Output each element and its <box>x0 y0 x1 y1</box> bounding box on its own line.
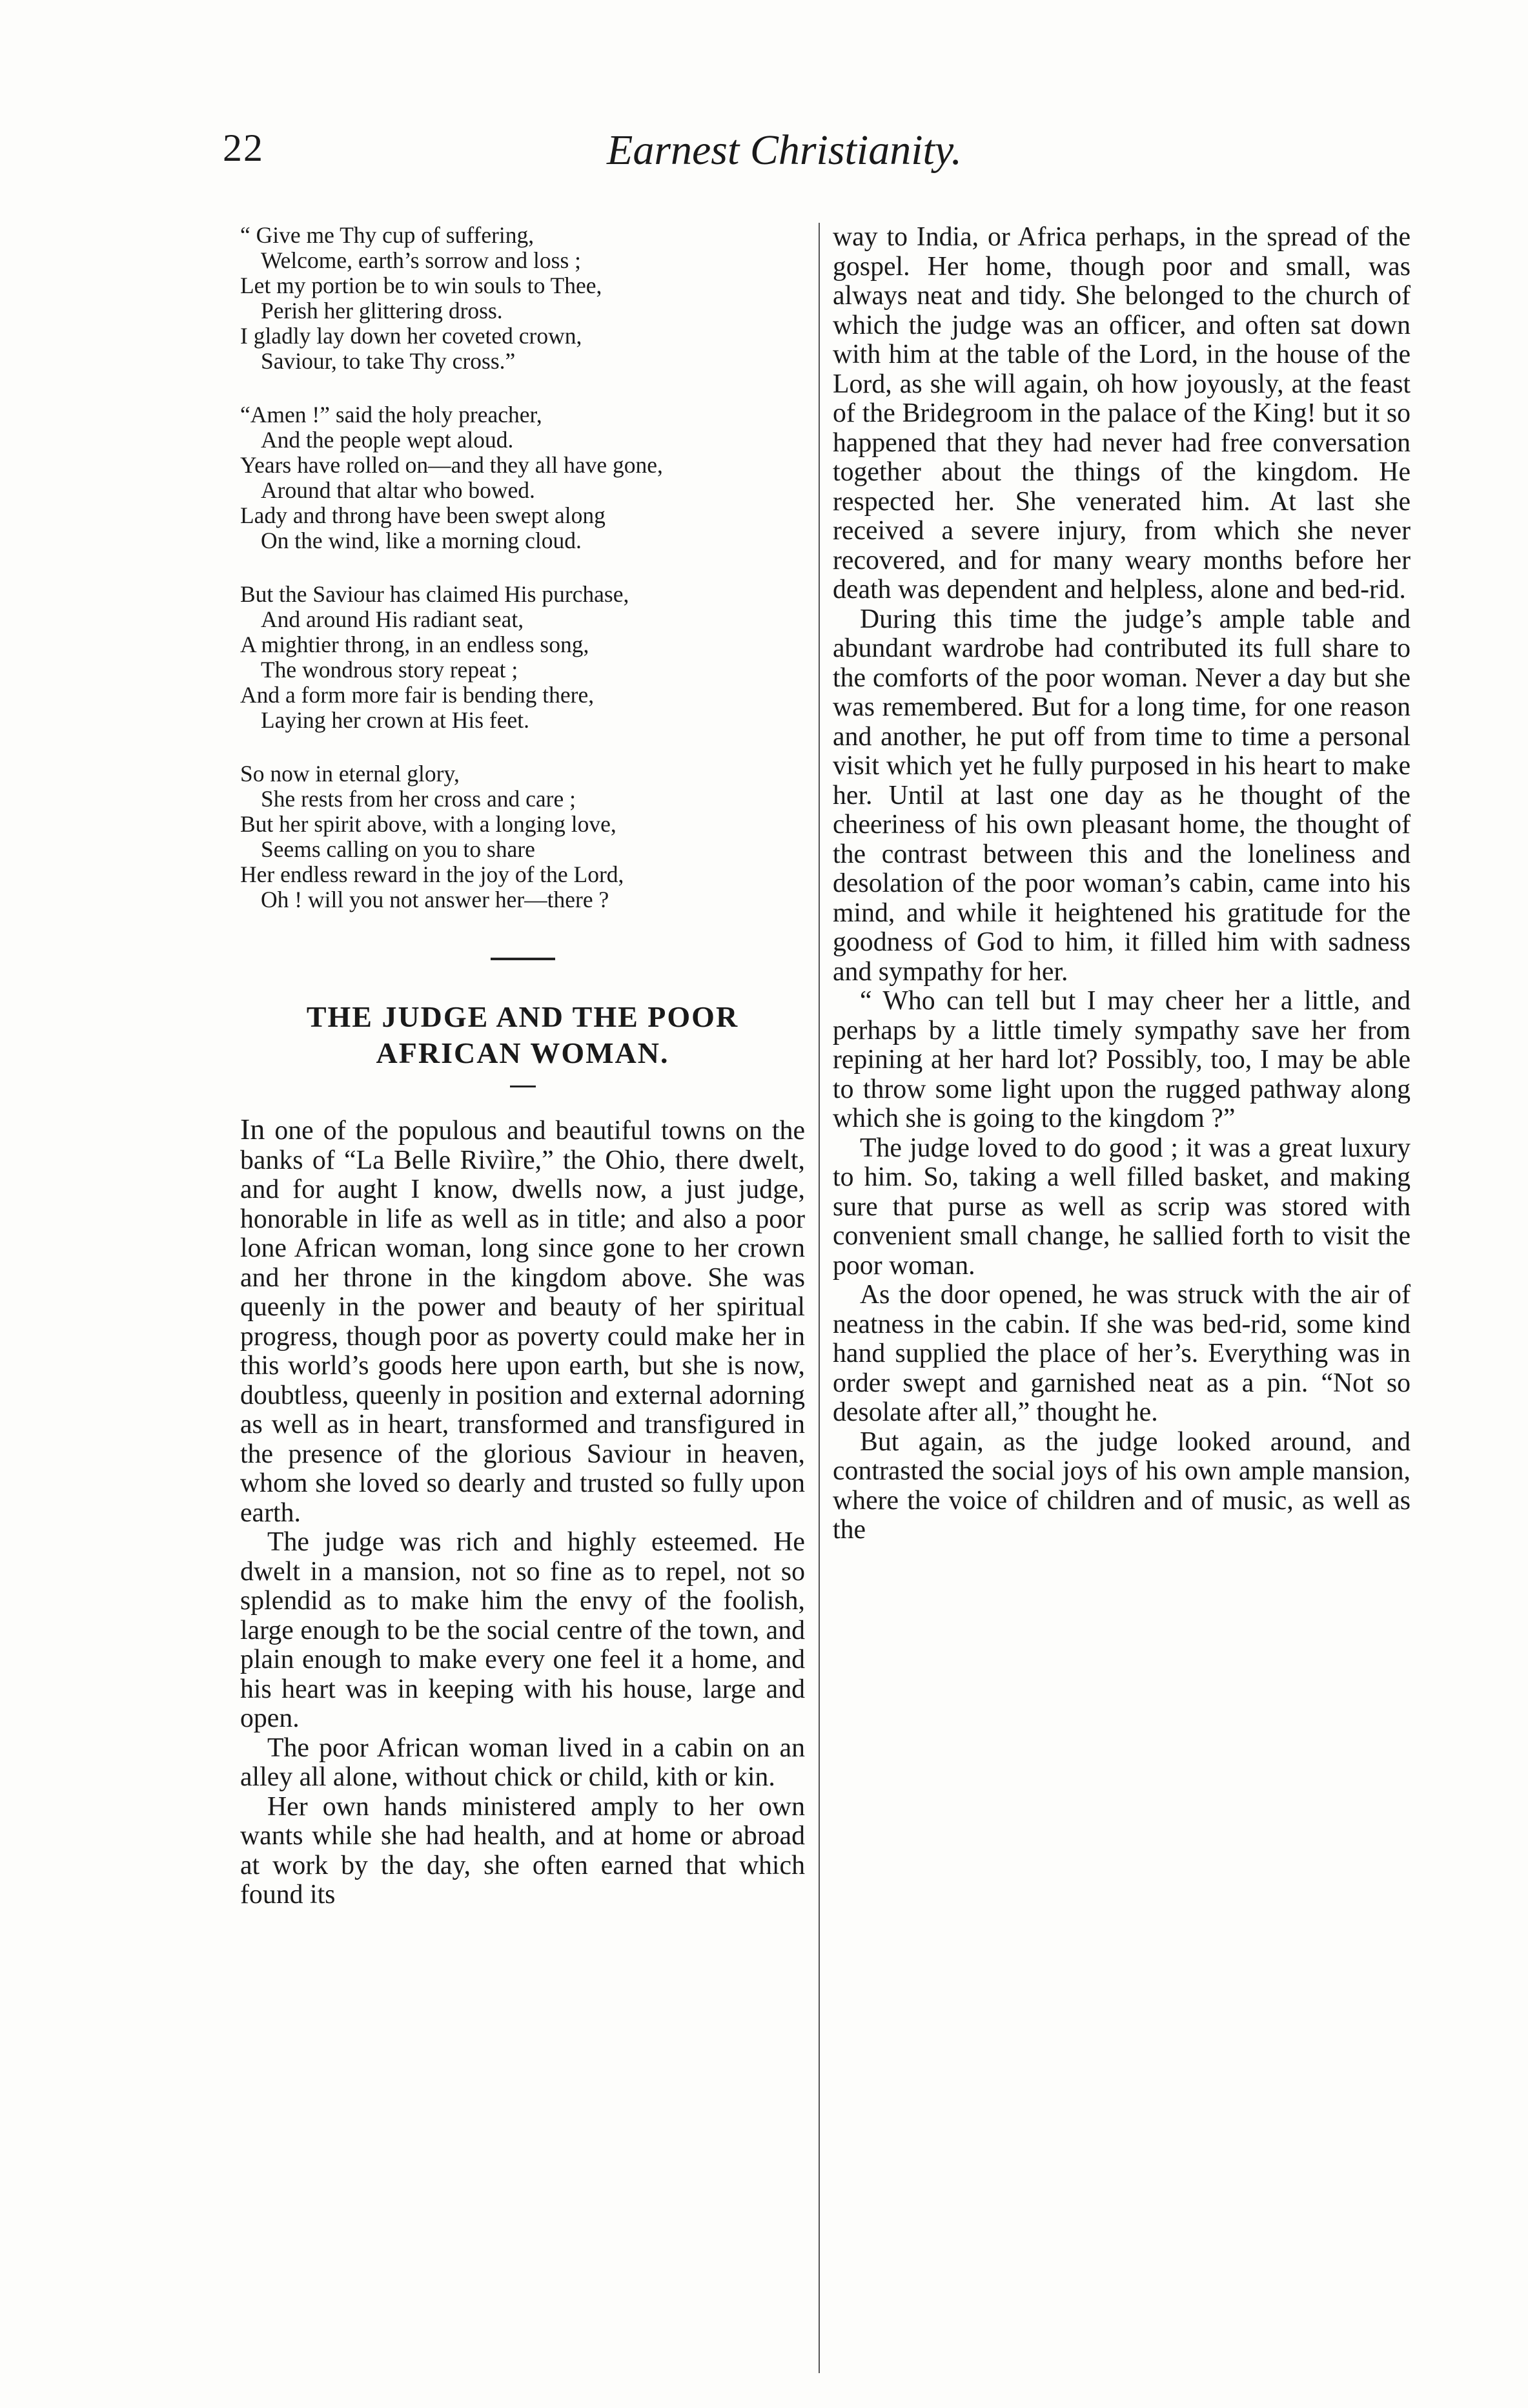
poem-line: A mightier throng, in an endless song, <box>240 632 589 657</box>
poem-stanza <box>240 402 805 553</box>
poem-line: I gladly lay down her coveted crown, <box>240 323 582 349</box>
page-header <box>0 126 1528 190</box>
poem-line: Lady and throng have been swept along <box>240 502 606 528</box>
article-title <box>240 999 805 1071</box>
poem-line: So now in eternal glory, <box>240 761 460 787</box>
running-title: Earnest Christianity. <box>607 127 963 174</box>
article-paragraph: During this time the judge’s ample table and abundant wardrobe had contributed its full share to the comforts of the poor woman. Never a day but she was remembered. But for a long time, for one reason and another, he put off from time to time a personal visit which yet he fully purposed in his heart to make her. Until at last one day as he thought of the cheeriness of his own pleasant home, the thought of the contrast between this and the loneliness and desolation of the poor woman’s cabin, came into his mind, and while it heightened his gratitude for the goodness of God to him, it filled him with sadness and sympathy for her. <box>833 604 1411 987</box>
poem-line: Years have rolled on—and they all have gone, <box>240 452 663 478</box>
left-column <box>240 223 805 1910</box>
poem-line: Around that altar who bowed. <box>261 477 535 503</box>
title-dash <box>510 1086 536 1087</box>
article-paragraph: As the door opened, he was struck with the air of neatness in the cabin. If she was bed-rid, some kind hand supplied the place of her’s. Everything was in order swept and garnished neat as a pin. “Not so desolate after all,” thought he. <box>833 1280 1411 1427</box>
article-paragraph: But again, as the judge looked around, and contrasted the social joys of his own ample mansion, where the voice of children and of music, as well as the <box>833 1426 1411 1545</box>
paragraph-text: one of the populous and beautiful towns on the banks of “La Belle Riviìre,” the Ohio, there dwelt, and for aught I know, dwells now, a just judge, honorable in life as well as in title; and also a poor lone African woman, long since gone to her crown and her throne in the kingdom above. She was queenly in the power and beauty of her spiritual progress, though poor as poverty could make her in this world’s goods here upon earth, but she is now, doubtless, queenly in position and external adorning as well as in heart, transformed and transfigured in the presence of the glorious Saviour in heaven, whom she loved so dearly and trusted so fully upon earth. <box>240 1116 805 1528</box>
poem-line: Welcome, earth’s sorrow and loss ; <box>261 247 581 273</box>
poem-stanza <box>240 761 805 912</box>
poem-line: But the Saviour has claimed His purchase, <box>240 581 629 607</box>
poem-line: “ Give me Thy cup of suffering, <box>240 222 535 248</box>
poem-line: Laying her crown at His feet. <box>261 707 529 733</box>
article-title-line: AFRICAN WOMAN. <box>376 1036 669 1069</box>
section-separator <box>491 958 555 960</box>
poem-stanza <box>240 223 805 374</box>
poem-line: And a form more fair is bending there, <box>240 682 595 708</box>
page-number: 22 <box>223 127 264 169</box>
poem-line: Perish her glittering dross. <box>261 298 503 324</box>
dropcap: In <box>240 1113 265 1146</box>
article-paragraph: The poor African woman lived in a cabin on an alley all alone, without chick or child, kith or kin. <box>240 1733 805 1792</box>
poem-line: Her endless reward in the joy of the Lord, <box>240 861 624 887</box>
article-paragraph: The judge was rich and highly esteemed. He dwelt in a mansion, not so fine as to repel, not so splendid as to make him the envy of the foolish, large enough to be the social centre of the town, and plain enough to make every one feel it a home, and his heart was in keeping with his house, large and open. <box>240 1527 805 1733</box>
column-divider <box>819 223 820 2373</box>
article-paragraph: “ Who can tell but I may cheer her a little, and perhaps by a little timely sympathy save her from repining at her hard lot? Possibly, too, I may be able to throw some light upon the rugged pathway along which she is going to the kingdom ?” <box>833 986 1411 1133</box>
article-paragraph <box>240 1115 805 1528</box>
poem-line: On the wind, like a morning cloud. <box>261 528 582 553</box>
poem <box>240 223 805 912</box>
poem-stanza <box>240 582 805 733</box>
article-paragraph: The judge loved to do good ; it was a great luxury to him. So, taking a well filled basket, and making sure that purse as well as scrip was stored with convenient small change, he sallied forth to visit the poor woman. <box>833 1133 1411 1281</box>
right-column <box>833 223 1411 1545</box>
article-title-line: THE JUDGE AND THE POOR <box>306 1000 739 1033</box>
poem-line: But her spirit above, with a longing love, <box>240 811 616 837</box>
poem-line: She rests from her cross and care ; <box>261 786 576 812</box>
article-paragraph: way to India, or Africa perhaps, in the spread of the gospel. Her home, though poor and small, was always neat and tidy. She belonged to the church of which the judge was an officer, and often sat down with him at the table of the Lord, in the house of the Lord, as she will again, oh how joyously, at the feast of the Bridegroom in the palace of the King! but it so happened that they had never had free conversation together about the things of the kingdom. He respected her. She venerated him. At last she received a severe injury, from which she never recovered, and for many weary months before her death was dependent and helpless, alone and bed-rid. <box>833 222 1411 604</box>
poem-line: And the people wept aloud. <box>261 427 514 453</box>
poem-line: The wondrous story repeat ; <box>261 657 518 683</box>
article-paragraph: Her own hands ministered amply to her own wants while she had health, and at home or abroad at work by the day, she often earned that which found its <box>240 1791 805 1909</box>
poem-line: Saviour, to take Thy cross.” <box>261 348 516 374</box>
poem-line: Let my portion be to win souls to Thee, <box>240 273 602 298</box>
poem-line: And around His radiant seat, <box>261 606 524 632</box>
poem-line: Seems calling on you to share <box>261 836 535 862</box>
poem-line: Oh ! will you not answer her—there ? <box>261 887 609 912</box>
poem-line: “Amen !” said the holy preacher, <box>240 402 542 427</box>
